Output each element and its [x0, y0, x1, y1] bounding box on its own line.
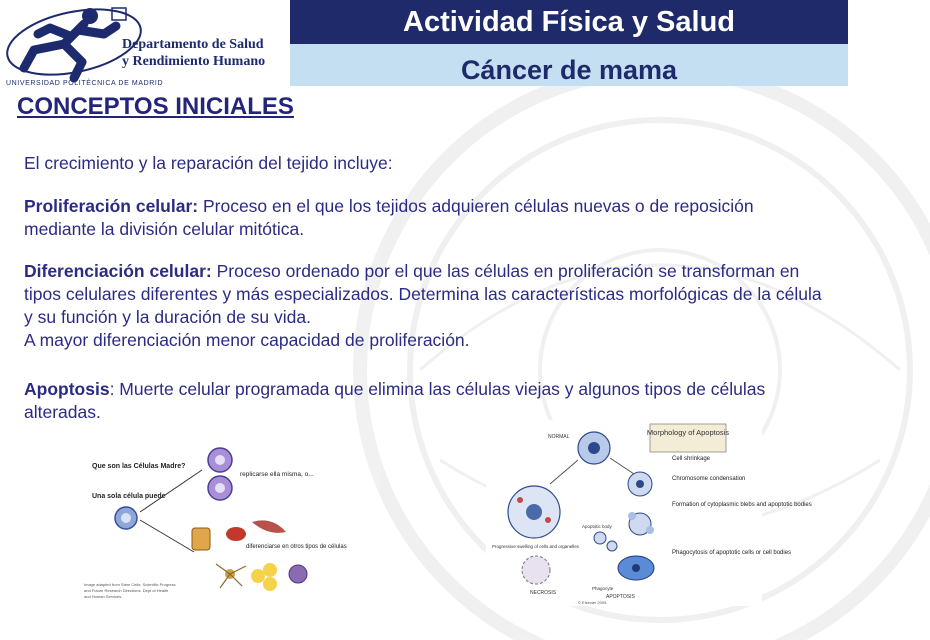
step-label: Cell shrinkage — [672, 456, 711, 462]
shrinking-cell-icon — [628, 472, 652, 496]
apoptotic-body-label: Apoptotic body — [582, 524, 612, 529]
stem-cell-icon — [115, 507, 137, 529]
diferenciacion-note: A mayor diferenciación menor capacidad de proliferación. — [24, 330, 470, 350]
diferenciacion-definition: Proceso ordenado por el que las células en proliferación se transforman en tipos celulares diferentes y más especializados. Determina las características morfológicas de la célula y su función y la duración de su vida. — [24, 261, 822, 327]
red-blood-cell-icon — [226, 527, 246, 541]
apoptosis-diagram — [486, 420, 812, 606]
figure-caption-line: Image adapted from Stem Cells: Scientific Progress — [84, 582, 176, 587]
department-logo — [0, 0, 290, 86]
normal-cell-icon — [578, 432, 610, 464]
proliferacion-definition: Proceso en el que los tejidos adquieren células nuevas o de reposición mediante la división celular mitótica. — [24, 196, 754, 239]
diferenciacion-term: Diferenciación celular: — [24, 261, 212, 281]
figure-copyright: © Elsevier 2005 — [578, 600, 607, 605]
apoptosis-figure — [486, 420, 812, 606]
apoptosis-paragraph — [24, 378, 824, 424]
phagocyte-icon — [618, 556, 654, 580]
phagocyte-label: Phagocyte — [592, 586, 614, 591]
step-label: Chromosome condensation — [672, 476, 746, 482]
stem-cell-diagram — [80, 436, 350, 604]
apoptosis-term: Apoptosis — [24, 379, 110, 399]
apoptosis-definition: : Muerte celular programada que elimina las células viejas y algunos tipos de células alteradas. — [24, 379, 766, 422]
apoptosis-figure-title: Morphology of Apoptosis — [646, 428, 730, 437]
slide-subtitle: Cáncer de mama — [290, 44, 848, 86]
step-label: Formation of cytoplasmic blebs and apoptotic bodies — [672, 502, 812, 508]
replicate-label: replicarse ella misma, o... — [240, 471, 314, 478]
necrosis-description: Progressive swelling of cells and organelles — [492, 544, 580, 549]
figure-single-cell-label: Una sola célula puede — [92, 493, 166, 500]
differentiate-label: diferenciarse en otros tipos de células — [246, 544, 347, 550]
fat-cells-icon — [251, 563, 277, 591]
normal-label: NORMAL — [548, 434, 570, 440]
blood-cell-icon — [289, 565, 307, 583]
neuron-icon — [216, 564, 246, 588]
necrotic-cell-icon — [522, 556, 550, 584]
slide-title: Actividad Física y Salud — [290, 0, 848, 44]
muscle-cell-icon — [192, 528, 210, 550]
apoptotic-bodies-icon — [594, 532, 617, 551]
stem-cell-figure — [80, 436, 350, 604]
diferenciacion-paragraph — [24, 260, 824, 352]
step-label: Phagocytosis of apoptotic cells or cell bodies — [672, 550, 792, 556]
necrosis-label: NECROSIS — [530, 590, 557, 596]
department-name: Departamento de Salud y Rendimiento Humano — [122, 37, 266, 69]
apoptosis-label: APOPTOSIS — [606, 594, 635, 600]
proliferacion-term: Proliferación celular: — [24, 196, 199, 216]
blebbing-cell-icon — [628, 512, 654, 535]
smooth-muscle-cell-icon — [252, 520, 286, 533]
section-title: CONCEPTOS INICIALES — [17, 93, 294, 120]
figure-question: Que son las Células Madre? — [92, 463, 186, 470]
university-name: UNIVERSIDAD POLITÉCNICA DE MADRID — [6, 80, 164, 87]
figure-caption-line: and Future Research Directions. Dept of Health — [84, 588, 169, 593]
swollen-cell-icon — [508, 486, 560, 538]
intro-text: El crecimiento y la reparación del tejido incluye: — [24, 153, 393, 173]
proliferacion-paragraph — [24, 195, 824, 241]
figure-caption-line: and Human Services. — [84, 594, 123, 599]
